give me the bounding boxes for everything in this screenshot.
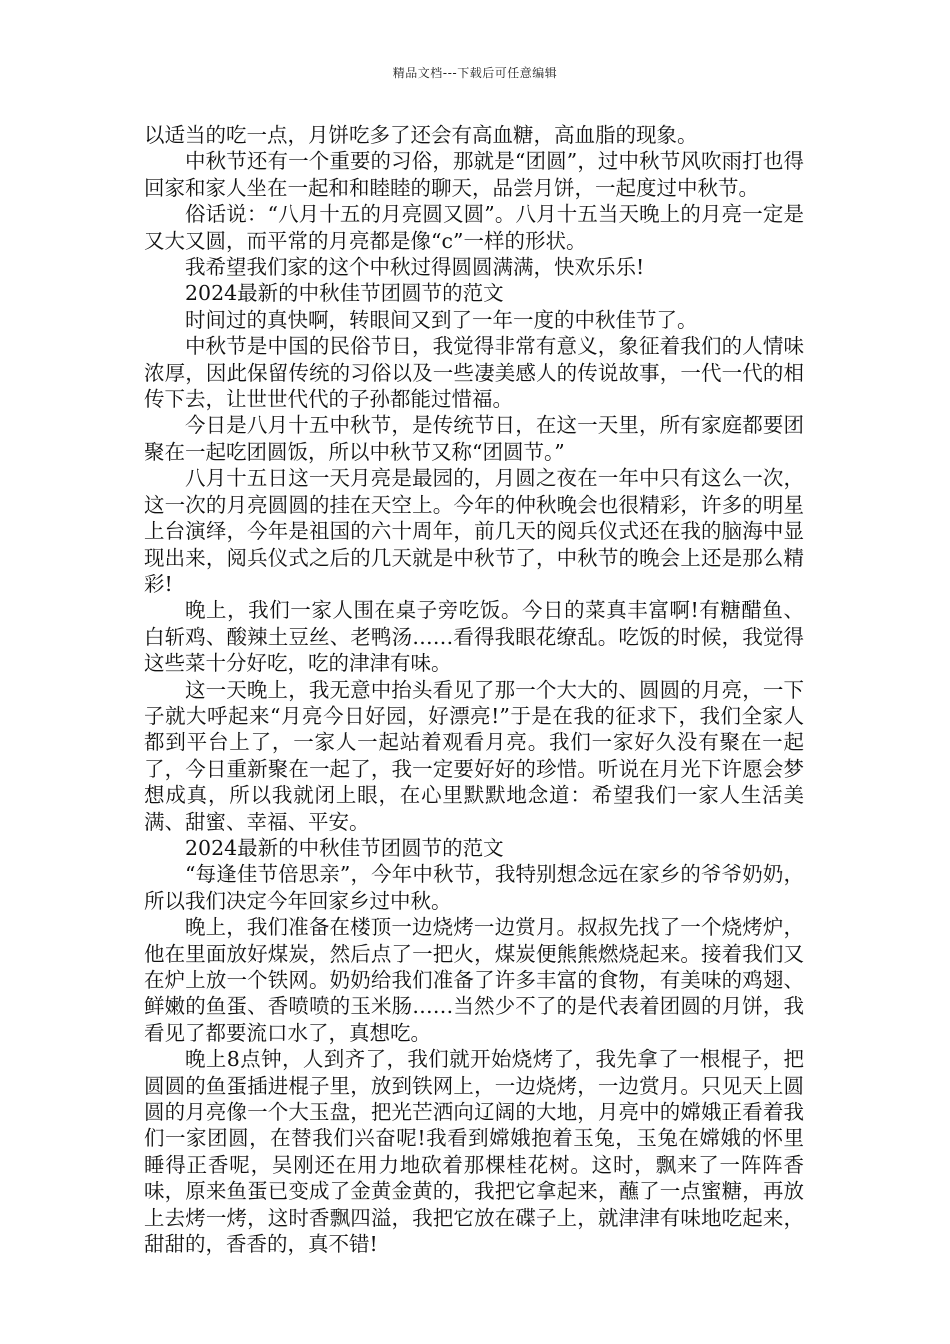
paragraph: 中秋节还有一个重要的习俗，那就是“团圆”，过中秋节风吹雨打也得回家和家人坐在一起和和睦睦的聊天，品尝月饼，一起度过中秋节。 (144, 149, 804, 200)
paragraph: 俗话说：“八月十五的月亮圆又圆”。八月十五当天晚上的月亮一定是又大又圆，而平常的月亮都是像“c”一样的形状。 (144, 202, 804, 253)
paragraph: 时间过的真快啊，转眼间又到了一年一度的中秋佳节了。 (185, 307, 698, 332)
paragraph: 我希望我们家的这个中秋过得圆圆满满，快欢乐乐! (185, 255, 645, 280)
paragraph: 八月十五日这一天月亮是最园的，月圆之夜在一年中只有这么一次，这一次的月亮圆圆的挂在天空上。今年的仲秋晚会也很精彩，许多的明星上台演绎，今年是祖国的六十周年，前几天的阅兵仪式还在我的脑海中显现出来，阅兵仪式之后的几天就是中秋节了，中秋节的晚会上还是那么精彩! (144, 466, 804, 596)
paragraph: 以适当的吃一点，月饼吃多了还会有高血糖，高血脂的现象。 (144, 123, 698, 147)
paragraph: 这一天晚上，我无意中抬头看见了那一个大大的、圆圆的月亮，一下子就大呼起来“月亮今日好园，好漂亮!”于是在我的征求下，我们全家人都到平台上了，一家人一起站着观看月亮。我们一家好久没有聚在一起了，今日重新聚在一起了，我一定要好好的珍惜。听说在月光下许愿会梦想成真，所以我就闭上眼，在心里默默地念道：希望我们一家人生活美满、甜蜜、幸福、平安。 (144, 677, 804, 834)
section-title: 2024最新的中秋佳节团圆节的范文 (185, 281, 504, 306)
paragraph: 中秋节是中国的民俗节日，我觉得非常有意义，象征着我们的人情味浓厚，因此保留传统的习俗以及一些凄美感人的传说故事，一代一代的相传下去，让世世代代的子孙都能过惜福。 (144, 334, 804, 412)
document-body (144, 122, 804, 1257)
paragraph: “每逢佳节倍思亲”，今年中秋节，我特别想念远在家乡的爷爷奶奶，所以我们决定今年回家乡过中秋。 (144, 862, 804, 913)
page-header: 精品文档---下载后可任意编辑 (392, 66, 558, 80)
paragraph: 晚上，我们准备在楼顶一边烧烤一边赏月。叔叔先找了一个烧烤炉，他在里面放好煤炭，然后点了一把火，煤炭便熊熊燃烧起来。接着我们又在炉上放一个铁网。奶奶给我们准备了许多丰富的食物，有美味的鸡翅、鲜嫩的鱼蛋、香喷喷的玉米肠……当然少不了的是代表着团圆的月饼，我看见了都要流口水了，真想吃。 (144, 915, 804, 1045)
paragraph: 今日是八月十五中秋节，是传统节日，在这一天里，所有家庭都要团聚在一起吃团圆饭，所以中秋节又称“团圆节。” (144, 413, 804, 464)
paragraph: 晚上8点钟，人到齐了，我们就开始烧烤了，我先拿了一根棍子，把圆圆的鱼蛋插进棍子里，放到铁网上，一边烧烤，一边赏月。只见天上圆圆的月亮像一个大玉盘，把光芒洒向辽阔的大地，月亮中的嫦娥正看着我们一家团圆，在替我们兴奋呢!我看到嫦娥抱着玉兔，玉兔在嫦娥的怀里睡得正香呢，吴刚还在用力地砍着那棵桂花树。这时，飘来了一阵阵香味，原来鱼蛋已变成了金黄金黄的，我把它拿起来，蘸了一点蜜糖，再放上去烤一烤，这时香飘四溢，我把它放在碟子上，就津津有味地吃起来，甜甜的，香香的，真不错! (144, 1047, 804, 1257)
paragraph: 晚上，我们一家人围在桌子旁吃饭。今日的菜真丰富啊!有糖醋鱼、白斩鸡、酸辣土豆丝、老鸭汤……看得我眼花缭乱。吃饭的时候，我觉得这些菜十分好吃，吃的津津有味。 (144, 598, 804, 676)
section-title: 2024最新的中秋佳节团圆节的范文 (185, 835, 504, 860)
